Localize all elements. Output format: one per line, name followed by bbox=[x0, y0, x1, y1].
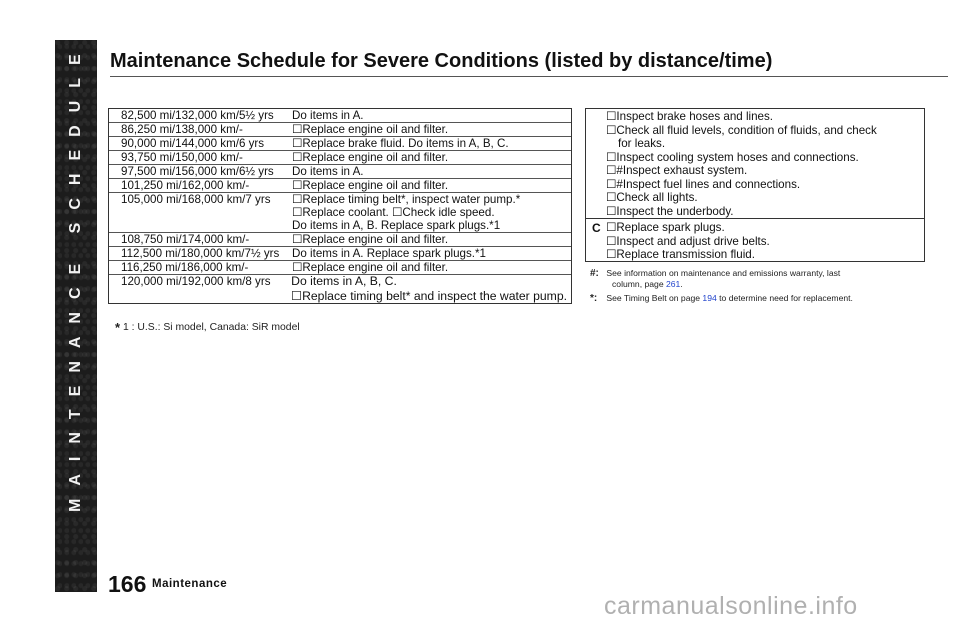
note-hash-text2: column, page bbox=[612, 279, 664, 289]
box-c-upper-items bbox=[586, 109, 924, 219]
box-c-item: ☐#Inspect exhaust system. bbox=[606, 164, 748, 177]
watermark: carmanualsonline.info bbox=[604, 592, 858, 620]
schedule-work bbox=[288, 123, 571, 136]
note-star-text: See Timing Belt on page bbox=[606, 293, 701, 303]
schedule-work-line: Do items in A, B. Replace spark plugs.*1 bbox=[292, 219, 501, 232]
schedule-interval: 116,250 mi/186,000 km/- bbox=[121, 261, 249, 274]
schedule-work-line: ☐Replace timing belt* and inspect the water pump. bbox=[291, 289, 567, 303]
schedule-row bbox=[109, 109, 571, 123]
box-c-item: ☐Inspect the underbody. bbox=[606, 204, 734, 218]
schedule-row bbox=[109, 233, 571, 247]
box-c-code: C bbox=[592, 221, 601, 235]
schedule-row bbox=[109, 165, 571, 179]
box-c-item: ☐#Inspect fuel lines and connections. bbox=[606, 177, 801, 191]
schedule-work bbox=[288, 151, 571, 164]
box-c-item: ☐Replace spark plugs. bbox=[606, 221, 725, 234]
note-hash-text: See information on maintenance and emissions warranty, last bbox=[606, 268, 841, 278]
schedule-row bbox=[109, 137, 571, 151]
box-c-item: ☐Inspect and adjust drive belts. bbox=[606, 234, 770, 248]
side-section-label: MAINTENANCE SCHEDULE bbox=[67, 41, 84, 512]
schedule-work-line: ☐Replace engine oil and filter. bbox=[292, 261, 449, 274]
maintenance-box-c bbox=[585, 108, 925, 262]
schedule-row bbox=[109, 261, 571, 275]
note-star-end: to determine need for replacement. bbox=[719, 293, 853, 303]
schedule-row bbox=[109, 179, 571, 193]
schedule-work-line: Do items in A. bbox=[292, 109, 364, 122]
schedule-work-line: Do items in A. Replace spark plugs.*1 bbox=[292, 247, 486, 260]
schedule-work-line: ☐Replace engine oil and filter. bbox=[292, 233, 449, 246]
schedule-row bbox=[109, 275, 571, 305]
schedule-work bbox=[287, 275, 571, 305]
schedule-work-line: ☐Replace brake fluid. Do items in A, B, C. bbox=[292, 137, 509, 150]
note-star-mark: *: bbox=[590, 293, 598, 304]
title-divider bbox=[110, 76, 948, 77]
page-link-194[interactable]: 194 bbox=[702, 293, 717, 303]
schedule-work-line: ☐Replace engine oil and filter. bbox=[292, 179, 449, 192]
footnote bbox=[115, 320, 300, 335]
schedule-interval: 108,750 mi/174,000 km/- bbox=[121, 233, 250, 246]
schedule-work-line: Do items in A, B, C. bbox=[291, 274, 397, 288]
schedule-work bbox=[288, 109, 571, 122]
schedule-interval: 90,000 mi/144,000 km/6 yrs bbox=[121, 137, 265, 150]
schedule-work-line: ☐Replace coolant. ☐Check idle speed. bbox=[292, 206, 495, 219]
note-hash bbox=[590, 268, 840, 290]
box-c-item: ☐Check all lights. bbox=[606, 191, 698, 204]
schedule-row bbox=[109, 151, 571, 165]
footnote-mark: * bbox=[115, 320, 121, 335]
box-c-lower-items bbox=[606, 221, 770, 262]
schedule-interval: 86,250 mi/138,000 km/- bbox=[121, 123, 243, 136]
schedule-work bbox=[288, 165, 571, 178]
schedule-interval: 120,000 mi/192,000 km/8 yrs bbox=[121, 275, 271, 288]
schedule-interval: 97,500 mi/156,000 km/6½ yrs bbox=[121, 165, 274, 178]
box-c-item: ☐Inspect cooling system hoses and connections. bbox=[606, 150, 859, 164]
schedule-row bbox=[109, 193, 571, 233]
page-title: Maintenance Schedule for Severe Conditions (listed by distance/time) bbox=[110, 50, 773, 72]
schedule-work-line: ☐Replace timing belt*, inspect water pump.* bbox=[292, 193, 521, 206]
schedule-work bbox=[288, 137, 571, 150]
page-number: 166 bbox=[108, 571, 147, 597]
schedule-interval: 101,250 mi/162,000 km/- bbox=[121, 179, 250, 192]
schedule-work-line: Do items in A. bbox=[292, 165, 364, 178]
box-c-lower bbox=[586, 219, 924, 262]
schedule-work-line: ☐Replace engine oil and filter. bbox=[292, 151, 449, 164]
box-c-item: for leaks. bbox=[618, 137, 666, 150]
schedule-work bbox=[288, 179, 571, 192]
note-hash-end: . bbox=[680, 279, 683, 289]
page-link-261[interactable]: 261 bbox=[666, 279, 681, 289]
schedule-table bbox=[108, 108, 572, 304]
schedule-interval: 105,000 mi/168,000 km/7 yrs bbox=[121, 193, 271, 206]
schedule-work-line: ☐Replace engine oil and filter. bbox=[292, 123, 449, 136]
box-c-item: ☐Replace transmission fluid. bbox=[606, 248, 755, 261]
section-name: Maintenance bbox=[152, 578, 228, 590]
schedule-row bbox=[109, 247, 571, 261]
schedule-work bbox=[288, 193, 571, 232]
schedule-work bbox=[288, 247, 571, 260]
schedule-interval: 82,500 mi/132,000 km/5½ yrs bbox=[121, 109, 274, 122]
schedule-interval: 93,750 mi/150,000 km/- bbox=[121, 151, 243, 164]
schedule-interval: 112,500 mi/180,000 km/7½ yrs bbox=[121, 247, 280, 260]
box-c-item: ☐Check all fluid levels, condition of fluids, and check bbox=[606, 123, 877, 137]
note-hash-mark: #: bbox=[590, 268, 599, 279]
note-star bbox=[590, 293, 853, 304]
box-c-item: ☐Inspect brake hoses and lines. bbox=[606, 110, 774, 123]
schedule-work bbox=[288, 261, 571, 274]
schedule-work bbox=[288, 233, 571, 246]
schedule-row bbox=[109, 123, 571, 137]
footnote-text: 1 : U.S.: Si model, Canada: SiR model bbox=[122, 322, 300, 333]
